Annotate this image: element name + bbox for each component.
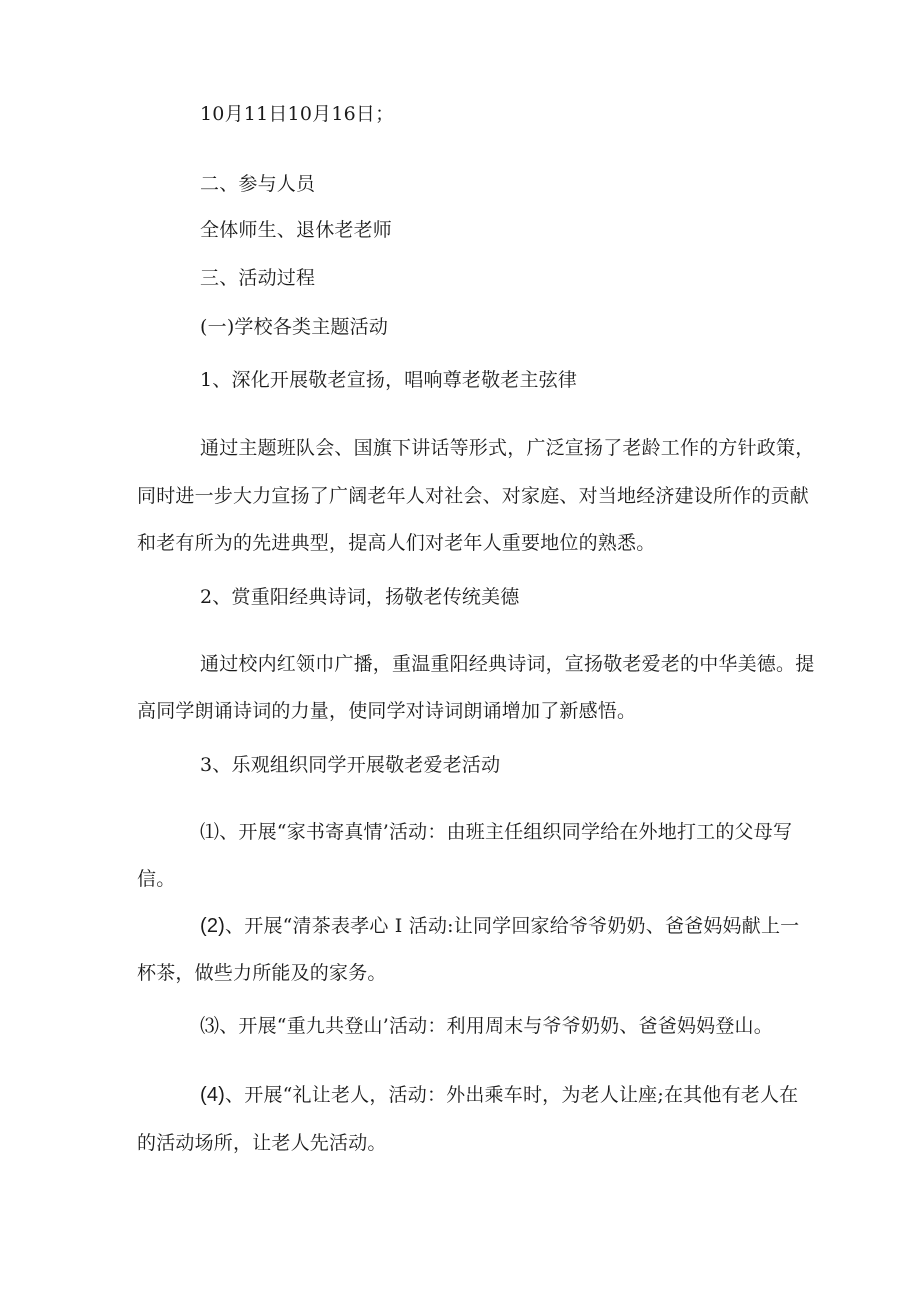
item-1-heading: 1、深化开展敬老宣扬，唱响尊老敬老主弦律 [200, 369, 578, 391]
sub-item-3-line-1: ⑶、开展“重九共登山’活动：利用周末与爷爷奶奶、爸爸妈妈登山。 [200, 1015, 773, 1037]
sub-item-1-line-1: ⑴、开展“家书寄真情’活动：由班主任组织同学给在外地打工的父母写 [200, 821, 793, 843]
sub-item-2-line-2: 杯茶，做些力所能及的家务。 [137, 962, 387, 984]
sub-item-4-number: (4) [200, 1084, 226, 1106]
item-1-body-line-1: 通过主题班队会、国旗下讲话等形式，广泛宣扬了老龄工作的方针政策， [200, 437, 815, 459]
section-2-body: 全体师生、退休老老师 [200, 219, 393, 241]
sub-item-4-text: 、开展“礼让老人，活动：外出乘车时，为老人让座;在其他有老人在 [225, 1084, 799, 1106]
item-1-body-line-3: 和老有所为的先进典型，提高人们对老年人重要地位的熟悉。 [137, 532, 656, 554]
sub-item-4-line-2: 的活动场所，让老人先活动。 [137, 1132, 387, 1154]
item-1-body-line-2: 同时进一步大力宣扬了广阔老年人对社会、对家庭、对当地经济建设所作的贡献 [137, 485, 810, 507]
item-2-body-line-2: 高同学朗诵诗词的力量，使同学对诗词朗诵增加了新感悟。 [137, 700, 637, 722]
date-line: 10月11日10月16日； [200, 103, 395, 125]
item-3-heading: 3、乐观组织同学开展敬老爱老活动 [200, 754, 501, 776]
section-3-heading: 三、活动过程 [200, 267, 316, 289]
item-2-heading: 2、赏重阳经典诗词，扬敬老传统美德 [200, 586, 520, 608]
section-2-heading: 二、参与人员 [200, 173, 316, 195]
sub-item-4-line-1 [200, 1083, 798, 1107]
sub-item-1-line-2: 信。 [137, 868, 176, 890]
subsection-1-heading: (一)学校各类主题活动 [200, 316, 389, 338]
item-2-body-line-1: 通过校内红领巾广播，重温重阳经典诗词，宣扬敬老爱老的中华美德。提 [200, 653, 815, 675]
sub-item-2-text: 、开展“清茶表孝心 I 活动:让同学回家给爷爷奶奶、爸爸妈妈献上一 [225, 915, 800, 937]
sub-item-2-number: (2) [200, 915, 226, 937]
sub-item-2-line-1 [200, 914, 799, 938]
